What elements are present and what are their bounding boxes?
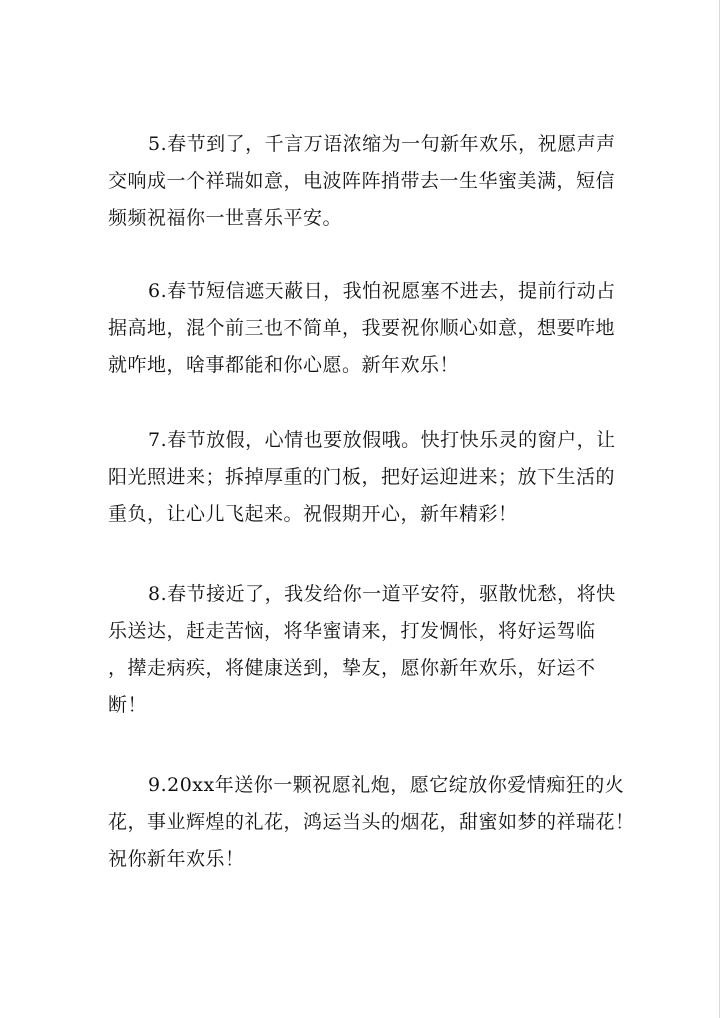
- paragraph-9: [108, 767, 635, 878]
- paragraph-line: 祝你新年欢乐！: [108, 848, 245, 870]
- paragraph-6: [108, 273, 620, 384]
- paragraph-line: 9.20xx年送你一颗祝愿礼炮，愿它绽放你爱情痴狂的火: [148, 774, 625, 796]
- paragraph-line: 花，事业辉煌的礼花，鸿运当头的烟花，甜蜜如梦的祥瑞花！: [108, 811, 635, 833]
- paragraph-7: [108, 422, 620, 533]
- paragraph-line: 频频祝福你一世喜乐平安。: [108, 207, 343, 229]
- paragraph-line: 阳光照进来；拆掉厚重的门板，把好运迎进来；放下生活的: [108, 466, 616, 488]
- paragraph-line: 7.春节放假，心情也要放假哦。快打快乐灵的窗户，让: [148, 429, 616, 451]
- paragraph-line: 断！: [108, 694, 148, 716]
- paragraph-line: 乐送达，赶走苦恼，将华蜜请来，打发惆怅，将好运驾临: [108, 620, 596, 642]
- paragraph-line: 重负，让心儿飞起来。祝假期开心，新年精彩！: [108, 503, 518, 525]
- paragraph-line: ，撵走病疾，将健康送到，挚友，愿你新年欢乐，好运不: [108, 657, 596, 679]
- paragraph-line: 交响成一个祥瑞如意，电波阵阵捎带去一生华蜜美满，短信: [108, 170, 616, 192]
- paragraph-line: 6.春节短信遮天蔽日，我怕祝愿塞不进去，提前行动占: [148, 280, 616, 302]
- paragraph-5: [108, 126, 620, 237]
- paragraph-line: 8.春节接近了，我发给你一道平安符，驱散忧愁，将快: [148, 583, 616, 605]
- paragraph-line: 5.春节到了，千言万语浓缩为一句新年欢乐，祝愿声声: [148, 133, 616, 155]
- paragraph-line: 据高地，混个前三也不简单，我要祝你顺心如意，想要咋地: [108, 317, 616, 339]
- paragraph-8: [108, 576, 620, 724]
- paragraph-line: 就咋地，啥事都能和你心愿。新年欢乐！: [108, 354, 460, 376]
